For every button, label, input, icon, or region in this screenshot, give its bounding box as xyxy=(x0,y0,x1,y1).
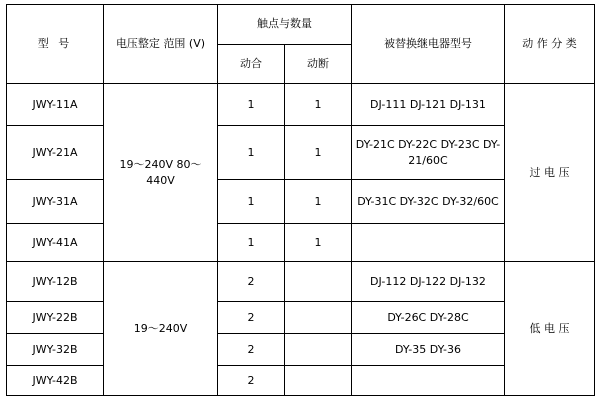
cell-contacts-make: 2 xyxy=(218,262,285,302)
cell-contacts-make: 1 xyxy=(218,84,285,126)
replaced-item: DY-21/60C xyxy=(408,137,501,167)
voltage-range-line1: 19～240V xyxy=(119,157,174,171)
replaced-item: DY-23C xyxy=(440,137,480,151)
cell-model: JWY-21A xyxy=(7,126,104,180)
cell-model: JWY-41A xyxy=(7,224,104,262)
cell-voltage-group-1 xyxy=(104,84,218,262)
cell-contacts-break xyxy=(285,262,352,302)
cell-action-class-group-2 xyxy=(505,262,595,396)
voltage-range-line2: 80～440V xyxy=(146,157,202,187)
cell-model: JWY-42B xyxy=(7,366,104,396)
cell-contacts-break xyxy=(285,366,352,396)
cell-contacts-break: 1 xyxy=(285,224,352,262)
replaced-item: DY-31C xyxy=(357,194,397,208)
specification-table xyxy=(6,4,595,396)
header-contacts-group: 触点与数量 xyxy=(218,5,352,45)
replaced-item: DJ-132 xyxy=(449,274,486,288)
cell-contacts-make: 1 xyxy=(218,224,285,262)
replaced-item: DJ-111 xyxy=(370,97,407,111)
replaced-item: DJ-121 xyxy=(409,97,447,111)
replaced-item: DY-28C xyxy=(429,310,469,324)
cell-voltage-group-2 xyxy=(104,262,218,396)
cell-replaced-relay xyxy=(352,224,505,262)
cell-contacts-make: 2 xyxy=(218,302,285,334)
replaced-item: DY-22C xyxy=(398,137,438,151)
cell-contacts-break: 1 xyxy=(285,180,352,224)
cell-contacts-make: 2 xyxy=(218,334,285,366)
header-action-class xyxy=(505,5,595,84)
replaced-item: DJ-122 xyxy=(409,274,447,288)
header-voltage xyxy=(104,5,218,84)
header-voltage-line2: 范围 (V) xyxy=(163,37,206,51)
table-row xyxy=(7,262,595,302)
header-action-class-line2: 分 类 xyxy=(551,37,577,51)
cell-replaced-relay xyxy=(352,126,505,180)
replaced-item: DJ-131 xyxy=(449,97,486,111)
header-contacts-make: 动合 xyxy=(218,44,285,84)
cell-replaced-relay xyxy=(352,180,505,224)
replaced-item: DY-21C xyxy=(355,137,395,151)
header-replaced-relay: 被替换继电器型号 xyxy=(352,5,505,84)
action-class-char: 低 xyxy=(529,321,541,335)
cell-contacts-break xyxy=(285,334,352,366)
action-class-char: 电 xyxy=(544,165,555,179)
voltage-range-line1: 19～240V xyxy=(133,321,188,335)
action-class-char: 过 xyxy=(529,165,541,179)
cell-model: JWY-22B xyxy=(7,302,104,334)
action-class-char: 压 xyxy=(558,321,570,335)
cell-contacts-break: 1 xyxy=(285,84,352,126)
header-contacts-break: 动断 xyxy=(285,44,352,84)
table-row xyxy=(7,84,595,126)
cell-contacts-break xyxy=(285,302,352,334)
header-action-class-line1: 动 作 xyxy=(522,37,548,51)
cell-contacts-make: 1 xyxy=(218,180,285,224)
cell-contacts-make: 1 xyxy=(218,126,285,180)
cell-contacts-break: 1 xyxy=(285,126,352,180)
cell-contacts-make: 2 xyxy=(218,366,285,396)
cell-replaced-relay xyxy=(352,366,505,396)
replaced-item: DY-36 xyxy=(429,342,461,356)
cell-model: JWY-31A xyxy=(7,180,104,224)
header-model: 型 号 xyxy=(7,5,104,84)
cell-replaced-relay xyxy=(352,84,505,126)
cell-model: JWY-11A xyxy=(7,84,104,126)
action-class-char: 压 xyxy=(558,165,570,179)
cell-model: JWY-32B xyxy=(7,334,104,366)
replaced-item: DY-26C xyxy=(387,310,427,324)
table-header-row-1 xyxy=(7,5,595,45)
cell-replaced-relay xyxy=(352,302,505,334)
cell-model: JWY-12B xyxy=(7,262,104,302)
replaced-item: DJ-112 xyxy=(370,274,407,288)
replaced-item: DY-35 xyxy=(395,342,427,356)
replaced-item: DY-32C xyxy=(399,194,439,208)
cell-replaced-relay xyxy=(352,262,505,302)
cell-action-class-group-1 xyxy=(505,84,595,262)
action-class-char: 电 xyxy=(544,321,555,335)
cell-replaced-relay xyxy=(352,334,505,366)
replaced-item: DY-32/60C xyxy=(442,194,499,208)
header-voltage-line1: 电压整定 xyxy=(115,37,160,51)
